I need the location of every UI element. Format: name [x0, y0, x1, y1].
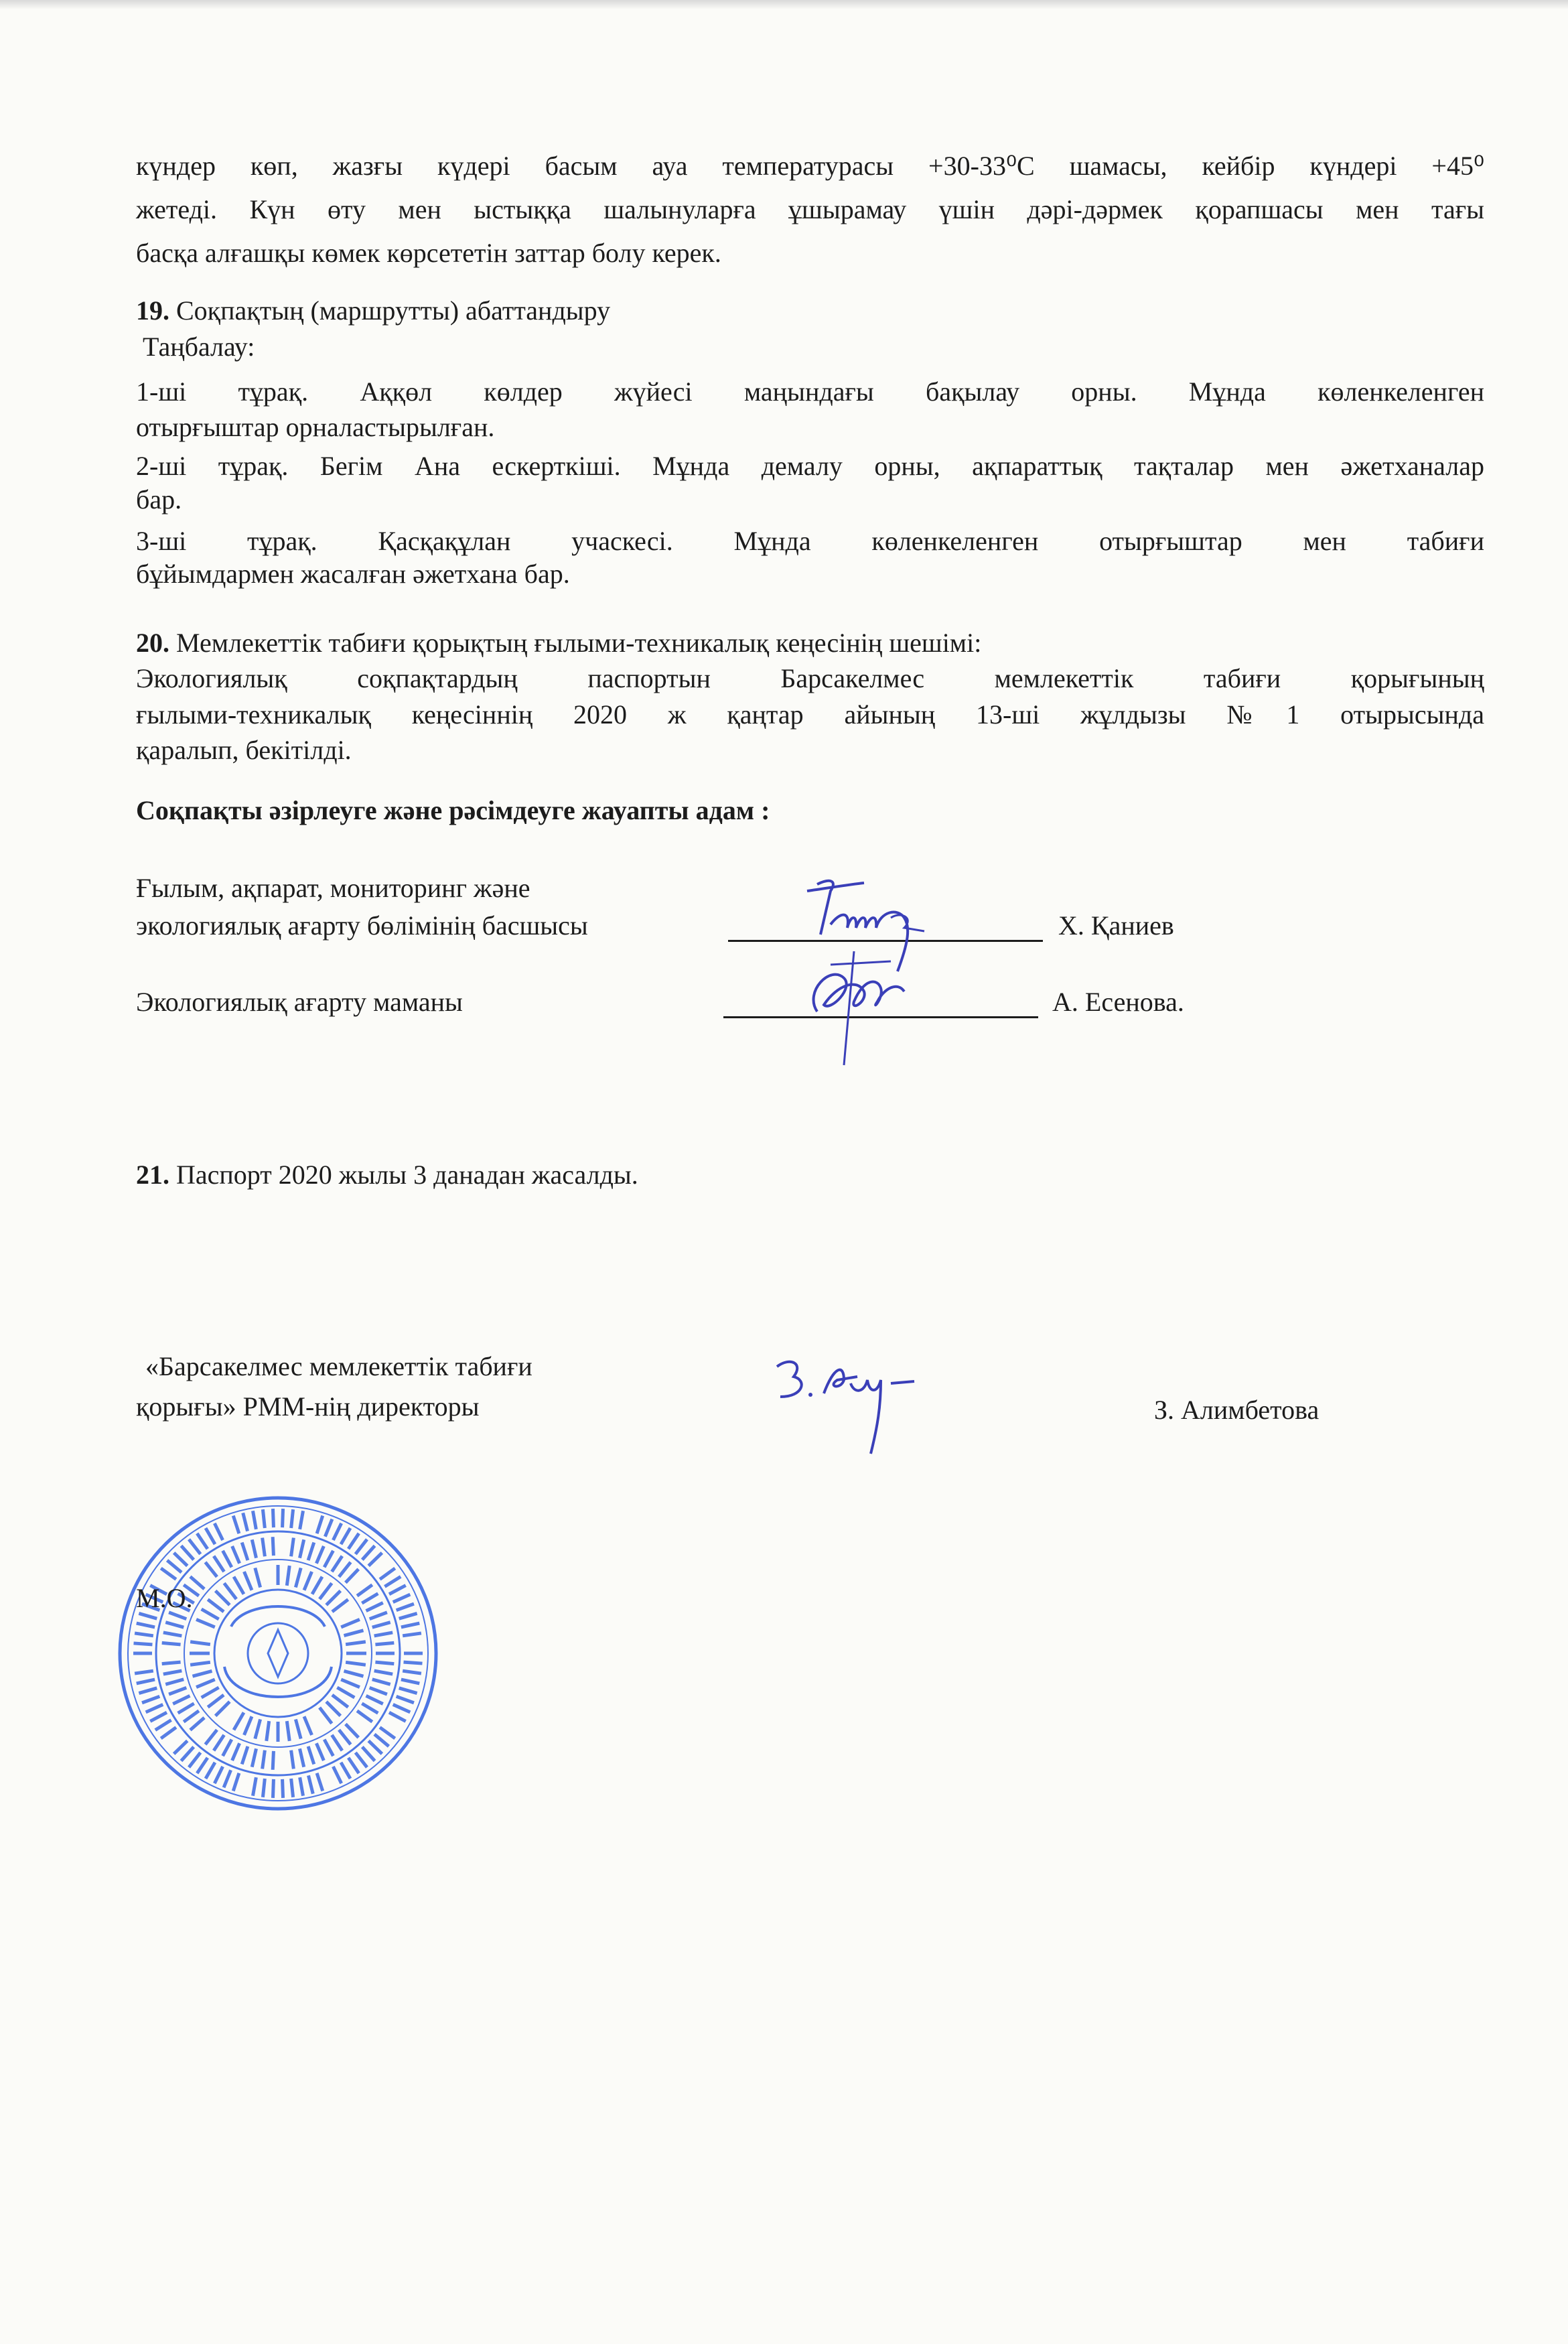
seal-letter-mark [312, 1577, 322, 1594]
seal-letter-mark [325, 1519, 332, 1537]
section-text: Паспорт 2020 жылы 3 данадан жасалды. [176, 1160, 638, 1190]
seal-letter-mark [366, 1603, 383, 1611]
seal-letter-mark [232, 1546, 240, 1564]
seal-letter-mark [341, 1679, 360, 1687]
seal-letter-mark [255, 1720, 261, 1739]
seal-letter-mark [339, 1730, 350, 1744]
seal-letter-mark [362, 1594, 378, 1603]
seal-letter-mark [243, 1513, 248, 1531]
seal-letter-mark [366, 1696, 383, 1704]
seal-letter-mark [214, 1767, 222, 1783]
section-19-heading [136, 295, 1484, 327]
seal-letter-mark [174, 1741, 188, 1754]
seal-letter-mark [267, 1721, 269, 1741]
seal-letter-mark [214, 1523, 222, 1540]
seal-letter-mark [190, 1718, 204, 1730]
seal-letter-mark [192, 1671, 212, 1676]
decision-line: Экологиялық соқпақтардың паспортын Барсакелмес мемлекеттік табиғи қорығының [136, 663, 1484, 693]
intro-line: басқа алғашқы көмек көрсететін заттар болу керек. [136, 238, 721, 268]
seal-letter-mark [317, 1773, 323, 1791]
seal-letter-mark [362, 1545, 375, 1560]
seal-letter-mark [137, 1623, 155, 1627]
seal-letter-mark [189, 1752, 200, 1767]
seal-letter-mark [346, 1662, 366, 1665]
seal-letter-mark [356, 1752, 367, 1767]
seal-letter-mark [372, 1679, 390, 1684]
seal-letter-mark [341, 1528, 350, 1544]
seal-letter-mark [142, 1696, 159, 1703]
seal-letter-mark [356, 1539, 367, 1554]
seal-letter-mark [135, 1671, 153, 1673]
seal-letter-mark [372, 1623, 390, 1627]
signature-alimbetova [770, 1353, 971, 1460]
seal-letter-mark [232, 1743, 240, 1761]
intro-line: күндер көп, жазғы күдері басым ауа температурасы +30-33⁰С шамасы, кейбір күндері +45⁰ [136, 151, 1484, 181]
seal-letter-mark [167, 1560, 182, 1572]
seal-letter-mark [317, 1516, 323, 1534]
seal-letter-mark [202, 1609, 219, 1619]
seal-letter-mark [173, 1696, 190, 1704]
seal-letter-mark [181, 1747, 194, 1761]
seal-letter-mark [362, 1747, 375, 1761]
seal-letter-mark [401, 1679, 419, 1683]
seal-letter-mark [304, 1572, 311, 1590]
seal-letter-mark [214, 1735, 224, 1750]
section-20-heading [136, 627, 1484, 659]
seal-letter-mark [316, 1546, 324, 1564]
seal-letter-mark [242, 1543, 248, 1561]
seal-letter-mark [333, 1523, 341, 1540]
seal-letter-mark [223, 1551, 232, 1568]
seal-letter-mark [165, 1623, 184, 1627]
seal-letter-mark [244, 1716, 251, 1735]
seal-letter-mark [150, 1712, 167, 1721]
seal-letter-mark [263, 1779, 265, 1797]
seal-letter-mark [299, 1539, 303, 1558]
seal-lettering [133, 1509, 423, 1798]
seal-letter-mark [324, 1740, 333, 1756]
seal-letter-mark [190, 1662, 210, 1665]
seal-letter-mark [291, 1509, 293, 1528]
seal-letter-mark [234, 1577, 244, 1594]
seal-letter-mark [308, 1746, 314, 1765]
seal-letter-mark [337, 1687, 354, 1698]
seal-letter-mark [403, 1633, 421, 1636]
decision-line: ғылыми-техникалық кеңесіннің 2020 ж қаңтар айының 13-ші жұлдызы №1 отырысында [136, 699, 1484, 730]
seal-letter-mark [196, 1679, 215, 1687]
seal-letter-mark [134, 1643, 153, 1645]
seal-letter-mark [346, 1724, 358, 1738]
seal-letter-mark [316, 1743, 324, 1761]
seal-letter-mark [374, 1633, 393, 1636]
seal-letter-mark [389, 1712, 406, 1721]
seal-letter-mark [223, 1740, 232, 1756]
seal-letter-mark [139, 1688, 157, 1694]
seal-letter-mark [253, 1511, 256, 1529]
seal-letter-mark [332, 1695, 348, 1707]
seal-letter-mark [346, 1642, 366, 1645]
seal-letter-mark [403, 1671, 421, 1673]
director-role-line2: қорығы» РММ-нің директоры [136, 1391, 480, 1422]
seal-letter-mark [300, 1777, 303, 1796]
section-number: 19. [136, 295, 169, 326]
seal-letter-mark [244, 1572, 251, 1590]
section-19-subtitle: Таңбалау: [143, 332, 255, 362]
seal-letter-mark [397, 1696, 414, 1703]
section-number: 20. [136, 628, 169, 658]
seal-letter-mark [197, 1533, 208, 1549]
person2-name: А. Есенова. [1052, 987, 1184, 1017]
seal-letter-mark [291, 1779, 293, 1797]
seal-letter-mark [375, 1643, 394, 1645]
seal-letter-mark [178, 1704, 194, 1713]
seal-letter-mark [295, 1568, 301, 1587]
seal-letter-mark [374, 1734, 388, 1746]
seal-letter-mark [362, 1704, 378, 1713]
seal-letter-mark [295, 1720, 301, 1739]
seal-letter-mark [389, 1586, 406, 1594]
seal-letter-mark [308, 1775, 313, 1793]
seal-letter-mark [189, 1539, 200, 1554]
seal-letter-mark [233, 1773, 239, 1791]
seal-letter-mark [255, 1568, 261, 1587]
seal-letter-mark [216, 1702, 230, 1716]
seal-letter-mark [397, 1604, 414, 1610]
seal-letter-mark [208, 1600, 224, 1612]
seal-letter-mark [332, 1556, 342, 1572]
seal-letter-mark [206, 1562, 217, 1577]
seal-letter-mark [135, 1633, 153, 1636]
seal-letter-mark [252, 1539, 256, 1558]
seal-letter-mark [184, 1711, 199, 1722]
seal-letter-mark [253, 1777, 256, 1796]
seal-letter-mark [384, 1577, 401, 1587]
seal-letter-mark [162, 1643, 181, 1645]
seal-letter-mark [346, 1569, 358, 1582]
seal-letter-mark [401, 1623, 419, 1627]
director-role-line1: «Барсакелмес мемлекеттік табиғи [145, 1351, 532, 1381]
seal-letter-mark [163, 1671, 182, 1674]
person2-role: Экологиялық ағарту маманы [136, 987, 463, 1017]
seal-letter-mark [197, 1758, 208, 1773]
seal-letter-mark [287, 1721, 289, 1741]
section-number: 21. [136, 1160, 169, 1190]
seal-letter-mark [137, 1679, 155, 1683]
seal-letter-mark [341, 1763, 350, 1779]
seal-letter-mark [344, 1631, 364, 1636]
seal-letter-mark [341, 1619, 360, 1627]
seal-letter-mark [287, 1566, 289, 1586]
seal-letter-mark [291, 1750, 294, 1769]
seal-letter-mark [161, 1568, 176, 1579]
seal-letter-mark [326, 1591, 340, 1605]
seal-letter-mark [214, 1556, 224, 1572]
seal-letter-mark [368, 1553, 382, 1566]
seal-letter-mark [190, 1642, 210, 1645]
seal-letter-mark [181, 1545, 194, 1560]
seal-letter-mark [224, 1770, 230, 1787]
seal-letter-mark [252, 1748, 256, 1767]
seal-letter-mark [348, 1758, 359, 1773]
official-seal [117, 1493, 439, 1814]
seal-letter-mark [348, 1533, 359, 1549]
seal-letter-mark [319, 1708, 332, 1724]
seal-letter-mark [399, 1688, 417, 1694]
seal-letter-mark [393, 1704, 411, 1712]
seal-letter-mark [357, 1585, 372, 1596]
stop-line: бұйымдармен жасалған әжетхана бар. [136, 559, 570, 589]
director-name: З. Алимбетова [1154, 1395, 1320, 1425]
seal-letter-mark [375, 1662, 394, 1664]
seal-letter-mark [393, 1594, 411, 1602]
seal-letter-mark [146, 1704, 163, 1712]
stop-line: 2-ші тұрақ. Бегім Ана ескерткіші. Мұнда демалу орны, ақпараттық тақталар мен әжетханалар [136, 451, 1484, 481]
seal-letter-mark [380, 1568, 395, 1579]
seal-letter-mark [206, 1730, 217, 1744]
responsible-heading: Соқпақты әзірлеуге және рәсімдеуге жауапты адам : [136, 795, 770, 825]
seal-letter-mark [370, 1612, 387, 1619]
seal-letter-mark [196, 1619, 215, 1627]
seal-letter-mark [399, 1613, 417, 1618]
seal-letter-mark [174, 1553, 188, 1566]
stop-line: отырғыштар орналастырылған. [136, 412, 495, 442]
seal-letter-mark [216, 1591, 230, 1605]
seal-letter-mark [263, 1750, 265, 1769]
person1-name: Х. Қаниев [1058, 910, 1174, 941]
seal-letter-mark [169, 1687, 186, 1694]
seal-letter-mark [206, 1763, 215, 1779]
seal-letter-mark [300, 1511, 303, 1529]
seal-letter-mark [374, 1671, 393, 1674]
seal-letter-mark [324, 1551, 333, 1568]
seal-letter-mark [308, 1543, 314, 1561]
section-title: Соқпақтың (маршрутты) абаттандыру [176, 295, 611, 326]
seal-letter-mark [263, 1509, 265, 1528]
section-21 [136, 1159, 1484, 1191]
seal-letter-mark [163, 1633, 182, 1636]
seal-letter-mark [370, 1687, 387, 1694]
seal-letter-mark [326, 1702, 340, 1716]
seal-letter-mark [202, 1687, 219, 1698]
seal-letter-mark [319, 1583, 332, 1599]
seal-letter-mark [242, 1746, 248, 1765]
seal-letter-mark [332, 1735, 342, 1750]
person1-role-line2: экологиялық ағарту бөлімінің басшысы [136, 910, 588, 941]
seal-label: М.О. [136, 1583, 193, 1613]
seal-letter-mark [206, 1528, 215, 1544]
seal-letter-mark [380, 1728, 395, 1738]
seal-letter-mark [161, 1728, 176, 1738]
seal-letter-mark [162, 1662, 181, 1664]
seal-letter-mark [224, 1583, 236, 1599]
stop-line: 1-ші тұрақ. Аққөл көлдер жүйесі маңындағы бақылау орны. Мұнда көленкеленген [136, 376, 1484, 407]
seal-letter-mark [233, 1516, 239, 1534]
seal-letter-mark [263, 1538, 265, 1557]
seal-letter-mark [291, 1538, 294, 1557]
seal-letter-mark [404, 1662, 423, 1663]
stop-line: бар. [136, 484, 182, 514]
seal-letter-mark [299, 1748, 303, 1767]
seal-letter-mark [333, 1767, 341, 1783]
stop-line: 3-ші тұрақ. Қасқақұлан учаскесі. Мұнда көленкеленген отырғыштар мен табиғи [136, 526, 1484, 556]
seal-letter-mark [339, 1562, 350, 1577]
intro-line: жетеді. Күн өту мен ыстыққа шалынуларға ұшырамау үшін дәрі-дәрмек қорапшасы мен тағы [136, 194, 1484, 224]
seal-letter-mark [332, 1600, 348, 1612]
seal-letter-mark [344, 1671, 364, 1676]
seal-letter-mark [304, 1716, 311, 1735]
signature-esenova [790, 938, 938, 1072]
seal-letter-mark [165, 1679, 184, 1684]
section-title: Мемлекеттік табиғи қорықтың ғылыми-техникалық кеңесінің шешімі: [176, 628, 982, 658]
seal-letter-mark [368, 1741, 382, 1754]
scan-edge [0, 0, 1568, 9]
seal-letter-mark [155, 1720, 171, 1730]
decision-line: қаралып, бекітілді. [136, 735, 352, 765]
seal-letter-mark [234, 1712, 244, 1730]
person1-role-line1: Ғылым, ақпарат, мониторинг және [136, 873, 530, 903]
seal-letter-mark [208, 1695, 224, 1707]
seal-letter-mark [357, 1711, 372, 1722]
